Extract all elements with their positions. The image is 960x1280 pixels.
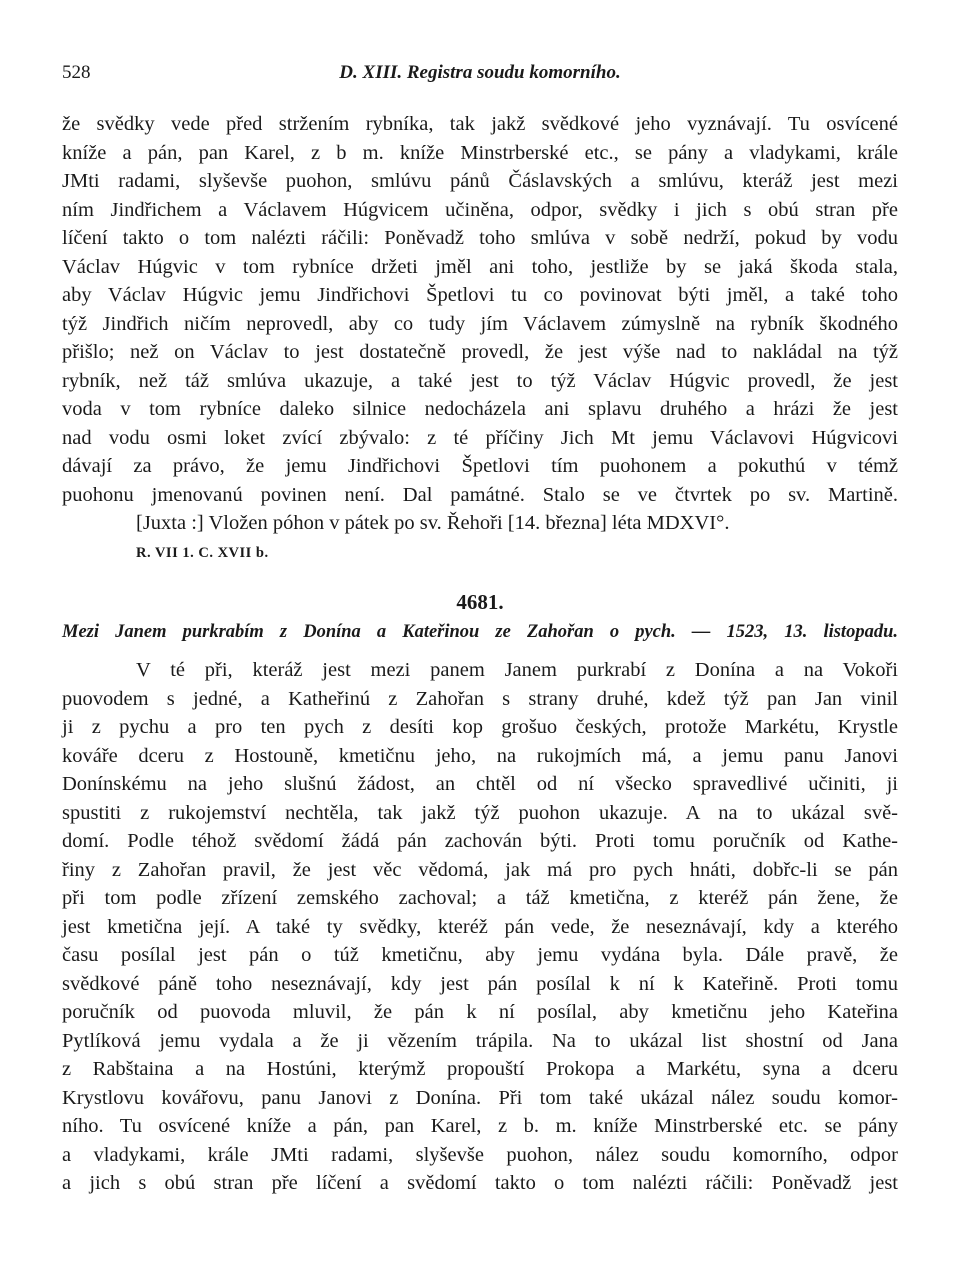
text-line: z Rabštaina a na Hostúni, kterýmž propouští Prokopa a Markétu, syna a dceru bbox=[62, 1058, 898, 1080]
text-line: líčení takto o tom nalézti ráčili: Poněvadž toho smlúva v sobě nedrží, pokud by vodu bbox=[62, 227, 898, 249]
archive-signature: R. VII 1. C. XVII b. bbox=[136, 545, 269, 561]
text-line: JMti radami, slyševše puohon, smlúvu pánů Čáslavských a smlúvu, kteráž jest mezi bbox=[62, 170, 898, 192]
text-line: Krystlovu kovářovu, panu Janovi z Donína. Při tom také ukázal nález soudu komor- bbox=[62, 1086, 898, 1109]
text-line: a vladykami, krále JMti radami, slyševše puohon, nález soudu komorního, odpor bbox=[62, 1143, 898, 1166]
juxta-note: [Juxta :] Vložen póhon v pátek po sv. Řehoři [14. března] léta MDXVI°. bbox=[136, 512, 730, 534]
text-line: Václav Húgvic v tom rybníce držeti jměl ani toho, jestliže by se jaká škoda stala, bbox=[62, 255, 898, 278]
text-line: puohonu jmenovanú povinen není. Dal památné. Stalo se ve čtvrtek po sv. Martině. bbox=[62, 483, 898, 506]
text-line: aby Václav Húgvic jemu Jindřichovi Špetlovi tu co povinovat býti jměl, a také toho bbox=[62, 284, 898, 306]
running-head: D. XIII. Registra soudu komorního. bbox=[339, 62, 621, 83]
section1-paragraph bbox=[62, 110, 898, 509]
document-heading: Mezi Janem purkrabím z Donína a Kateřinou ze Zahořan o pych. — 1523, 13. listopadu. bbox=[62, 622, 898, 642]
text-line: jest kmetična její. A také ty svědky, kteréž pán vede, že neseznávají, kdy a kterého bbox=[62, 915, 898, 938]
page-header bbox=[62, 62, 898, 88]
document-number: 4681. bbox=[456, 590, 504, 614]
text-line: spustiti z rukojemství nechtěla, tak jakž týž puohon ukazuje. A na to ukázal svě- bbox=[62, 801, 898, 824]
text-line: řiny z Zahořan pravil, že jest věc vědomá, jak má pro pych hnáti, dobřc-li se pán bbox=[62, 858, 898, 881]
text-line: puovodem s jedné, a Katheřinú z Zahořan s strany druhé, kdež týž pan Jan vinil bbox=[62, 687, 898, 710]
text-line: přišlo; než on Václav to jest dostatečně provedl, že jest výše nad to nakládal na týž bbox=[62, 341, 898, 363]
text-line: Pytlíková jemu vydala a že ji vězením trápila. Na to ukázal list shostní od Jana bbox=[62, 1029, 898, 1052]
text-line: že svědky vede před stržením rybníka, tak jakž svědkové jeho vyznávají. Tu osvícené bbox=[62, 113, 898, 135]
text-line: voda v tom rybníce daleko silnice nedocházela ani splavu druhého a hrázi že jest bbox=[62, 398, 898, 420]
text-line: týž Jindřich ničím neprovedl, aby co tudy jím Václavem zúmyslně na rybník škodného bbox=[62, 312, 898, 335]
page-number: 528 bbox=[62, 62, 91, 83]
text-line: poručník od puovoda mluvil, že pán k ní posílal, aby kmetičnu jeho Kateřina bbox=[62, 1001, 898, 1023]
text-line: Donínskému na jeho slušnú žádost, an chtěl od ní všecko spravedlivé učiniti, ji bbox=[62, 773, 898, 795]
text-line: ním Jindřichem a Václavem Húgvicem učiněna, odpor, svědky i jich s obú stran pře bbox=[62, 198, 898, 221]
text-line: při tom podle zřízení zemského zachoval; a táž kmetična, z kteréž pán žene, že bbox=[62, 887, 898, 909]
text-line: kníže a pán, pan Karel, z b m. kníže Minstrberské etc., se pány a vladykami, krále bbox=[62, 141, 898, 164]
document-paragraph bbox=[62, 656, 898, 1198]
text-line: kováře dceru z Hostouně, kmetičnu jeho, na rukojmích má, a jemu panu Janovi bbox=[62, 744, 898, 767]
text-line: domí. Podle téhož svědomí žádá pán zachován býti. Proti tomu poručník od Kathe- bbox=[62, 830, 898, 852]
text-line: a jich s obú stran pře líčení a svědomí takto o tom nalézti ráčili: Poněvadž jest bbox=[62, 1172, 898, 1194]
text-line: nad vodu osmi loket zvící zbývalo: z té příčiny Jich Mt jemu Václavovi Húgvicovi bbox=[62, 426, 898, 449]
text-line: V té při, kteráž jest mezi panem Janem purkrabí z Donína a na Vokoři bbox=[136, 659, 898, 681]
text-line: času posílal jest pán o túž kmetičnu, aby jemu vydána byla. Dále pravě, že bbox=[62, 944, 898, 966]
text-line: ji z pychu a pro ten pych z desíti kop grošuo českých, protože Markétu, Krystle bbox=[62, 716, 898, 738]
text-line: ního. Tu osvícené kníže a pán, pan Karel, z b. m. kníže Minstrberské etc. se pány bbox=[62, 1115, 898, 1137]
text-line: svědkové páně toho neseznávají, kdy jest pán posílal k ní k Kateřině. Proti tomu bbox=[62, 972, 898, 995]
text-line: rybník, než táž smlúva ukazuje, a také jest to týž Václav Húgvic provedl, že jest bbox=[62, 369, 898, 392]
text-line: dávají za právo, že jemu Jindřichovi Špetlovi tím puohonem a pokuthú v témž bbox=[62, 455, 898, 477]
